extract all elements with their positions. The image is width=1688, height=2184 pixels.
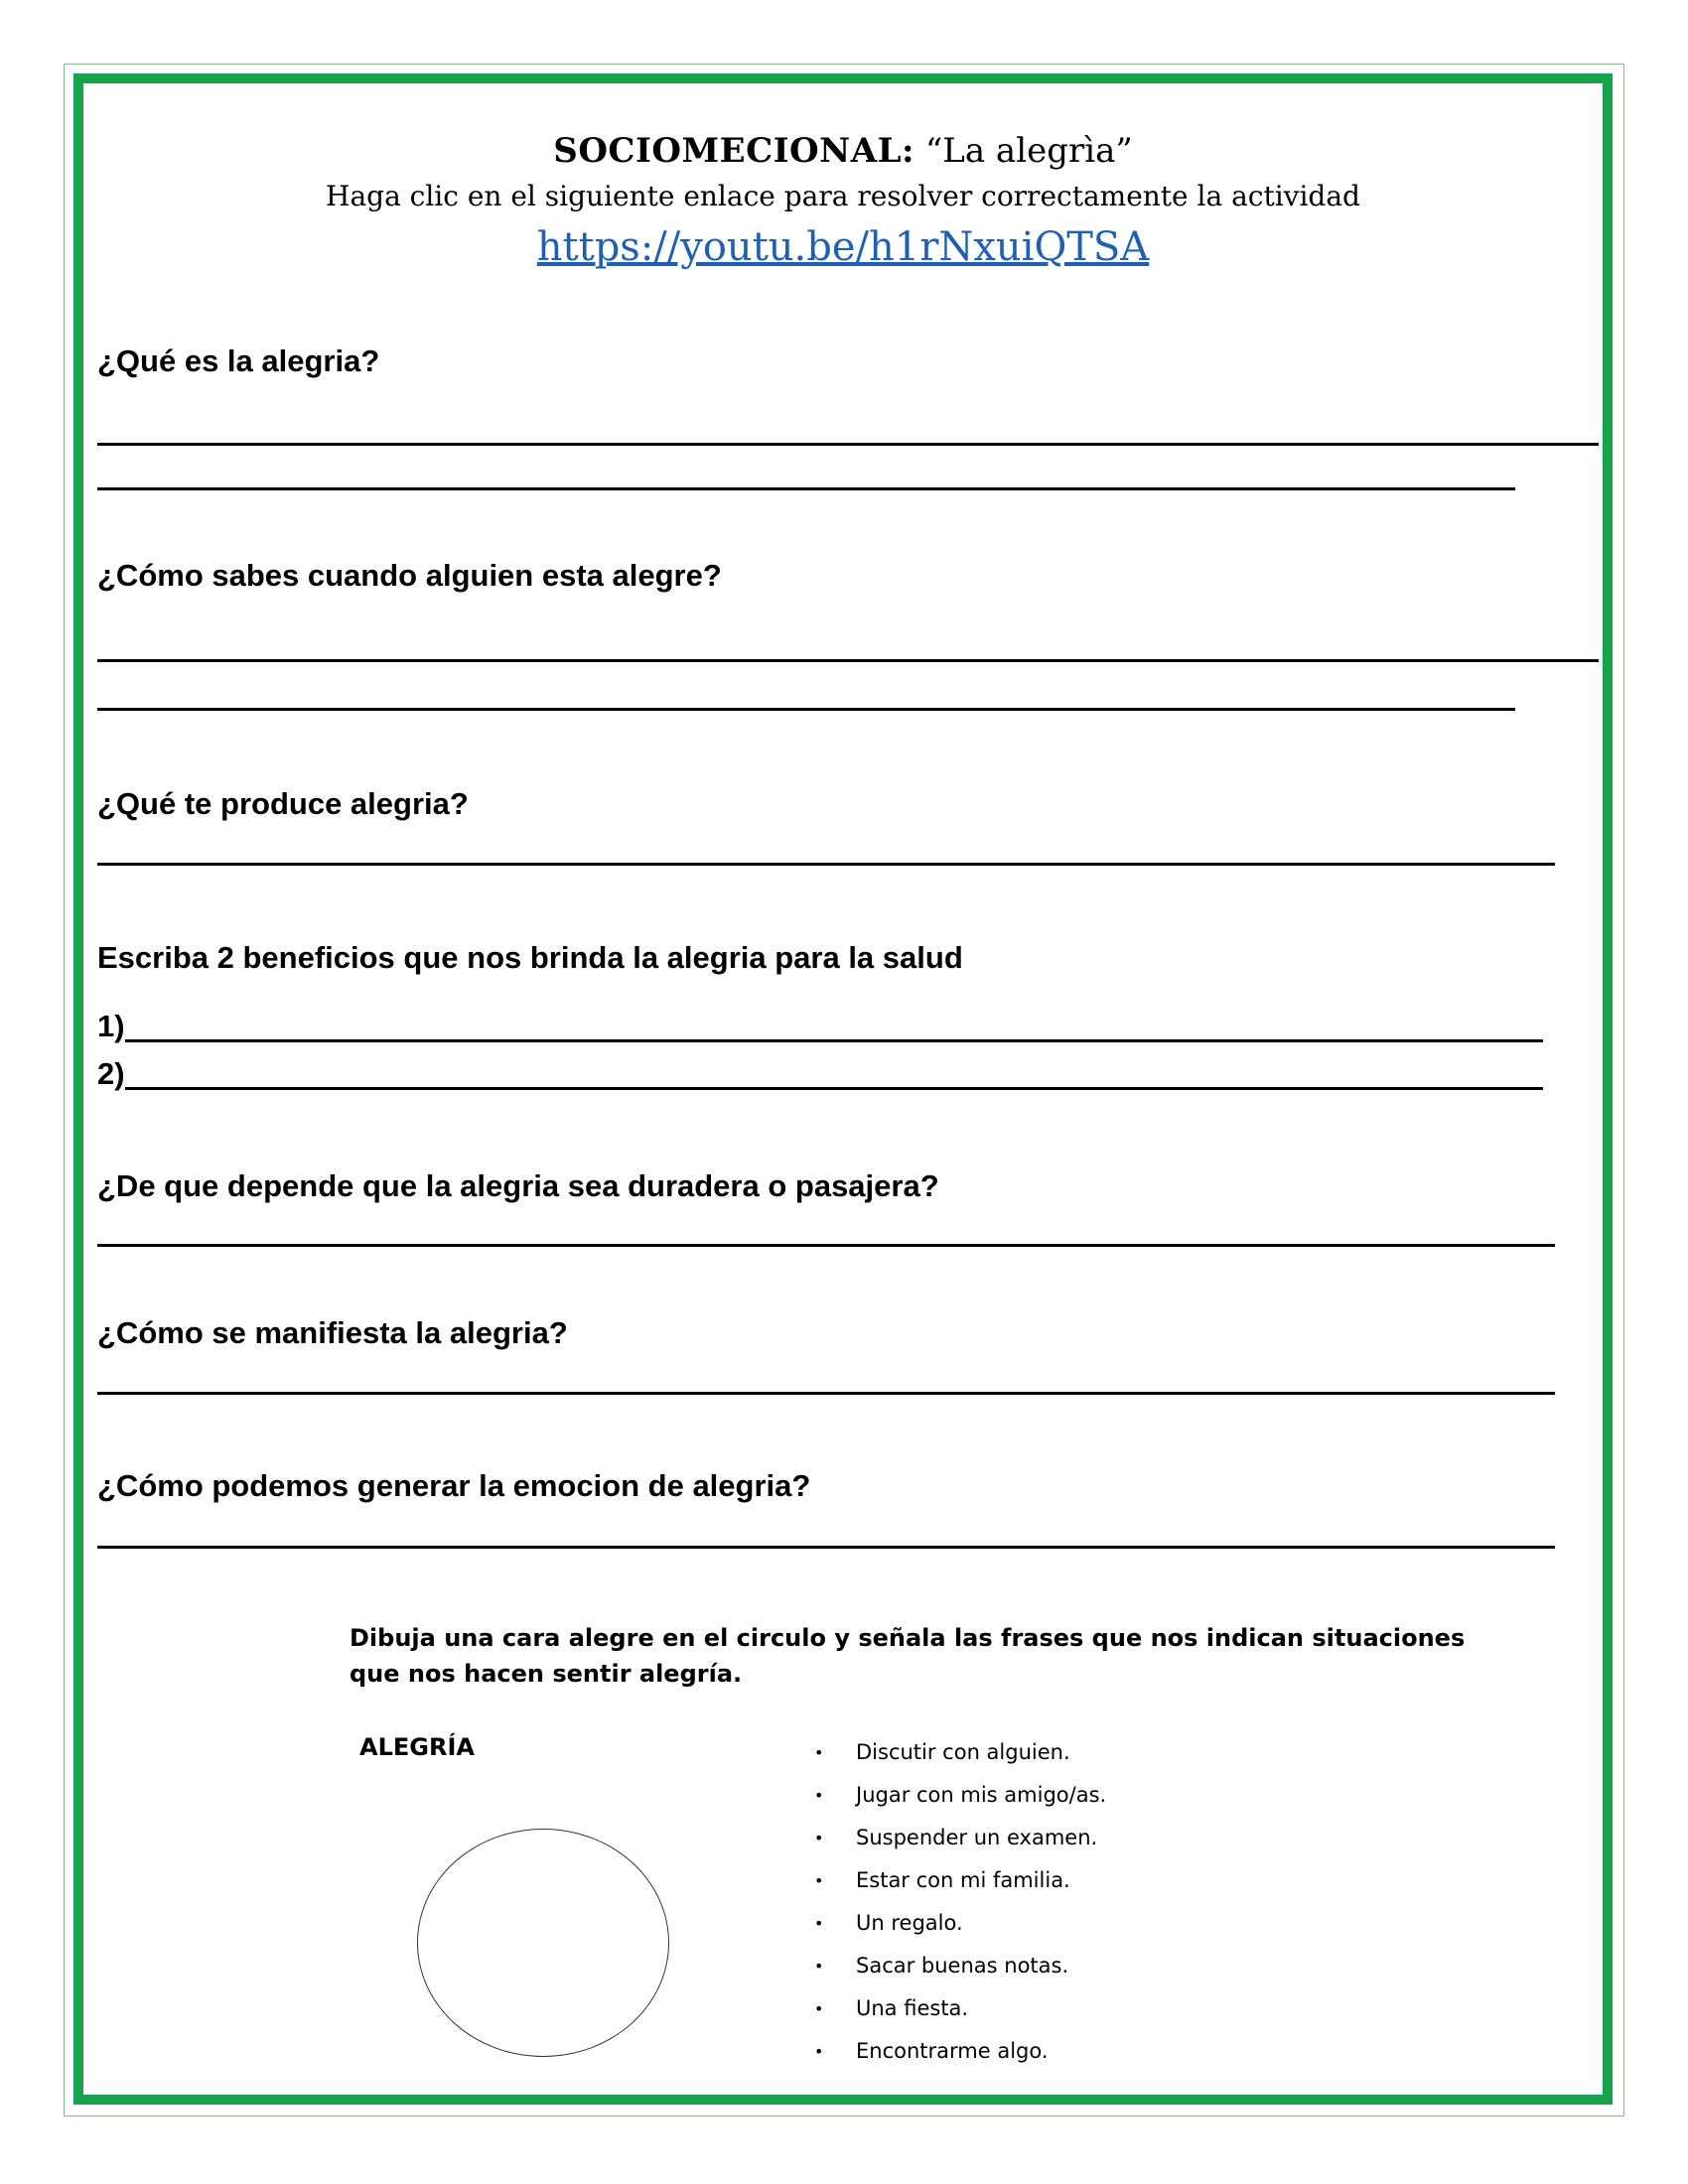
activity-instruction — [350, 1620, 1465, 1692]
question-7: ¿Cómo podemos generar la emocion de alegria? — [97, 1468, 811, 1503]
phrase-item[interactable]: • Suspender un examen. — [814, 1817, 1106, 1859]
answer-line-2a[interactable] — [97, 659, 1599, 662]
activity-instruction-line-2: que nos hacen sentir alegría. — [350, 1660, 743, 1688]
question-6: ¿Cómo se manifiesta la alegria? — [97, 1315, 568, 1350]
phrase-item[interactable]: • Jugar con mis amigo/as. — [814, 1774, 1106, 1817]
title-topic: “La alegrìa” — [914, 131, 1133, 171]
benefit-number-2: 2) — [97, 1056, 125, 1091]
video-link[interactable]: https://youtu.be/h1rNxuiQTSA — [536, 224, 1150, 270]
answer-line-7[interactable] — [97, 1546, 1555, 1549]
phrase-item[interactable]: • Un regalo. — [814, 1902, 1106, 1945]
activity-instruction-line-1: Dibuja una cara alegre en el circulo y señala las frases que nos indican situaciones — [350, 1624, 1466, 1652]
answer-line-3[interactable] — [97, 863, 1555, 866]
activity-label: ALEGRÍA — [359, 1733, 475, 1761]
worksheet-header — [73, 129, 1613, 274]
phrase-item[interactable]: • Discutir con alguien. — [814, 1731, 1106, 1774]
benefit-line-2[interactable] — [125, 1087, 1543, 1090]
drawing-circle[interactable] — [417, 1829, 669, 2057]
question-1: ¿Qué es la alegria? — [97, 343, 380, 378]
phrase-item[interactable]: • Encontrarme algo. — [814, 2030, 1106, 2073]
benefit-number-1: 1) — [97, 1009, 125, 1043]
worksheet-instruction: Haga clic en el siguiente enlace para resolver correctamente la actividad — [326, 180, 1360, 212]
phrase-item[interactable]: • Estar con mi familia. — [814, 1859, 1106, 1902]
answer-line-1a[interactable] — [97, 443, 1599, 446]
phrase-item[interactable]: • Una fiesta. — [814, 1987, 1106, 2030]
answer-line-1b[interactable] — [97, 487, 1515, 490]
question-2: ¿Cómo sabes cuando alguien esta alegre? — [97, 558, 722, 593]
title-subject: SOCIOMECIONAL: — [553, 131, 915, 171]
answer-line-6[interactable] — [97, 1392, 1555, 1395]
question-4: Escriba 2 beneficios que nos brinda la alegria para la salud — [97, 940, 963, 975]
benefit-line-1[interactable] — [125, 1039, 1543, 1042]
phrase-list — [814, 1731, 1106, 2073]
question-3: ¿Qué te produce alegria? — [97, 786, 469, 821]
worksheet-title — [73, 129, 1613, 173]
answer-line-5[interactable] — [97, 1244, 1555, 1247]
answer-line-2b[interactable] — [97, 708, 1515, 711]
phrase-item[interactable]: • Sacar buenas notas. — [814, 1945, 1106, 1987]
question-5: ¿De que depende que la alegria sea duradera o pasajera? — [97, 1168, 939, 1203]
